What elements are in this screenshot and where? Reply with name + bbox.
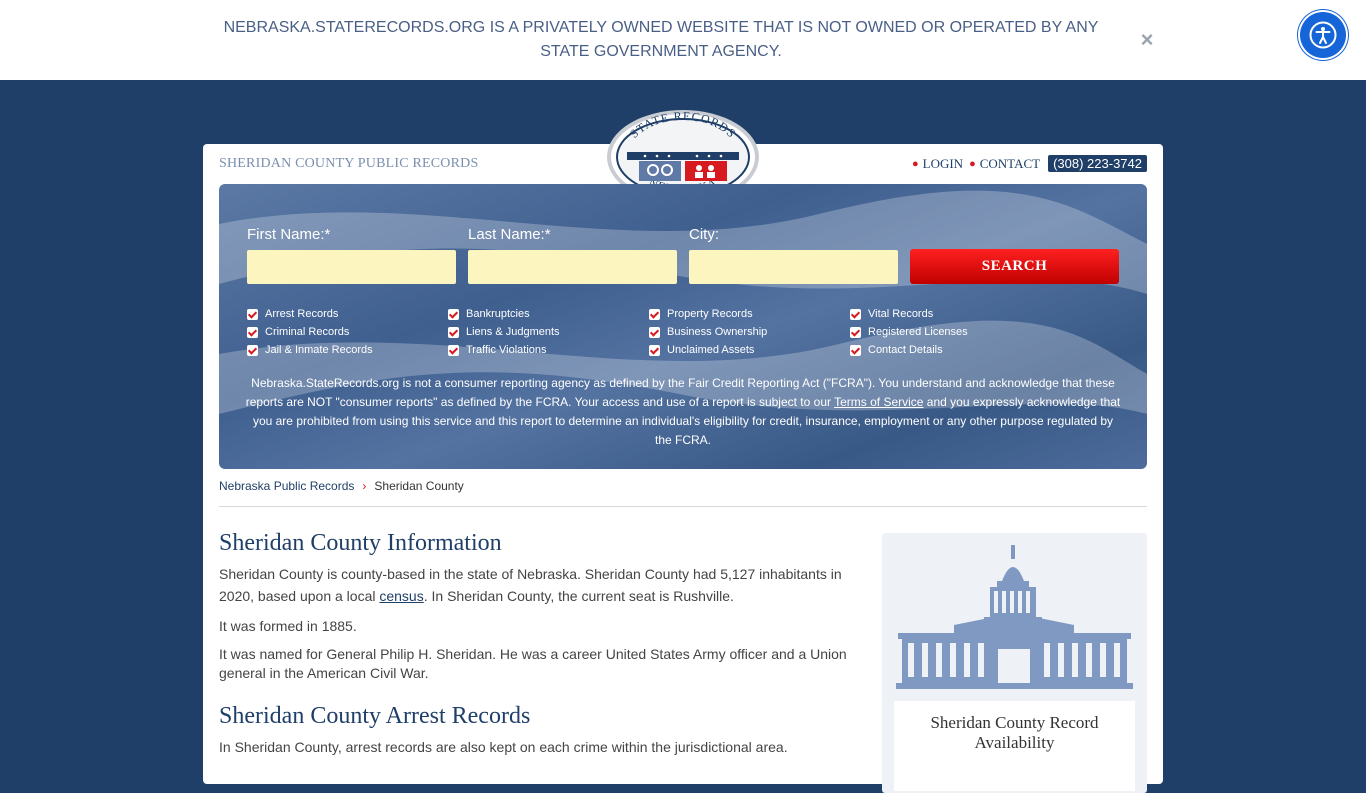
- breadcrumb-home-link[interactable]: Nebraska Public Records: [219, 479, 355, 493]
- breadcrumb-current: Sheridan County: [374, 479, 464, 493]
- county-formed-paragraph: It was formed in 1885.: [219, 618, 357, 634]
- city-label: City:: [689, 226, 719, 243]
- paragraph-text: Sheridan County is county-based in the state of Nebraska. Sheridan County had 5,127 inhabitants in 2020, based upon a local: [219, 566, 842, 604]
- checkbox-icon[interactable]: [649, 327, 660, 338]
- checkbox-label: Unclaimed Assets: [667, 344, 755, 356]
- arrest-records-paragraph: In Sheridan County, arrest records are also kept on each crime within the jurisdictional area.: [219, 739, 788, 755]
- checkbox-label: Contact Details: [868, 344, 943, 356]
- county-info-paragraph: [219, 563, 859, 607]
- checkbox-icon[interactable]: [448, 309, 459, 320]
- disclaimer-text: Nebraska.StateRecords.org is not a consumer reporting agency as defined by the Fair Credit Reporting Act ("FCRA"). You understand and acknowledge that these reports are NOT "consumer reports" as defined by the FCRA. Your access and use of a report is subject to our: [245, 376, 1115, 409]
- checkbox-contact-details[interactable]: [850, 344, 943, 356]
- arrest-records-heading: Sheridan County Arrest Records: [219, 703, 531, 729]
- main-card: [203, 108, 1163, 784]
- login-link[interactable]: LOGIN: [922, 155, 964, 171]
- contact-link[interactable]: CONTACT: [979, 155, 1041, 171]
- search-button[interactable]: SEARCH: [910, 249, 1119, 284]
- checkbox-label: Liens & Judgments: [466, 326, 560, 338]
- checkbox-icon[interactable]: [850, 309, 861, 320]
- checkbox-property-records[interactable]: [649, 308, 753, 320]
- checkbox-label: Traffic Violations: [466, 344, 547, 356]
- city-input[interactable]: [689, 250, 898, 284]
- fcra-disclaimer: [245, 374, 1121, 450]
- checkbox-liens-judgments[interactable]: [448, 326, 560, 338]
- sidebar-panel: [882, 533, 1147, 793]
- checkbox-icon[interactable]: [649, 345, 660, 356]
- phone-number[interactable]: (308) 223-3742: [1048, 155, 1147, 172]
- census-link[interactable]: census: [379, 588, 424, 604]
- record-availability-title: Sheridan County Record Availability: [930, 713, 1099, 752]
- breadcrumb: [219, 479, 464, 493]
- checkbox-label: Registered Licenses: [868, 326, 968, 338]
- checkbox-jail-inmate-records[interactable]: [247, 344, 373, 356]
- county-information-heading: Sheridan County Information: [219, 530, 502, 556]
- first-name-label: First Name:*: [247, 226, 331, 243]
- checkbox-icon[interactable]: [850, 327, 861, 338]
- checkbox-arrest-records[interactable]: [247, 308, 338, 320]
- capitol-building-icon: [894, 543, 1135, 693]
- chevron-right-icon: ›: [362, 479, 367, 493]
- divider: [219, 506, 1147, 507]
- checkbox-criminal-records[interactable]: [247, 326, 349, 338]
- header-links: [906, 155, 1147, 172]
- checkbox-traffic-violations[interactable]: [448, 344, 547, 356]
- last-name-label: Last Name:*: [468, 226, 551, 243]
- checkbox-label: Criminal Records: [265, 326, 350, 338]
- checkbox-label: Bankruptcies: [466, 308, 530, 320]
- notice-text: NEBRASKA.STATERECORDS.ORG IS A PRIVATELY OWNED WEBSITE THAT IS NOT OWNED OR OPERATED BY ANY STATE GOVERNMENT AGENCY.: [223, 19, 1099, 60]
- main-content: [219, 530, 859, 766]
- checkbox-bankruptcies[interactable]: [448, 308, 530, 320]
- record-availability-box: [894, 701, 1135, 791]
- county-named-paragraph: It was named for General Philip H. Sheridan. He was a career United States Army officer and a Union general in the American Civil War.: [219, 646, 847, 681]
- terms-of-service-link[interactable]: Terms of Service: [834, 395, 924, 409]
- checkbox-icon[interactable]: [247, 345, 258, 356]
- checkbox-business-ownership[interactable]: [649, 326, 767, 338]
- bullet-icon: ●: [911, 157, 919, 170]
- checkbox-vital-records[interactable]: [850, 308, 933, 320]
- disclaimer-text: and you expressly acknowledge that you are prohibited from using this service and this report to determine an individual's eligibility for credit, insurance, employment or any other purpose regulated by the FCRA.: [252, 395, 1121, 447]
- checkbox-unclaimed-assets[interactable]: [649, 344, 754, 356]
- checkbox-icon[interactable]: [649, 309, 660, 320]
- accessibility-icon[interactable]: [1300, 12, 1346, 58]
- checkbox-icon[interactable]: [448, 327, 459, 338]
- checkbox-label: Jail & Inmate Records: [265, 344, 373, 356]
- checkbox-label: Business Ownership: [667, 326, 768, 338]
- notice-bar: [0, 0, 1366, 80]
- search-panel: [219, 184, 1147, 469]
- checkbox-icon[interactable]: [247, 327, 258, 338]
- bullet-icon: ●: [969, 157, 976, 170]
- checkbox-label: Property Records: [667, 308, 753, 320]
- checkbox-registered-licenses[interactable]: [850, 326, 968, 338]
- logo-top-text: STATE RECORDS: [626, 108, 740, 141]
- checkbox-label: Vital Records: [868, 308, 934, 320]
- checkbox-icon[interactable]: [448, 345, 459, 356]
- paragraph-text: . In Sheridan County, the current seat is Rushville.: [423, 588, 734, 604]
- last-name-input[interactable]: [468, 250, 677, 284]
- checkbox-label: Arrest Records: [265, 308, 339, 320]
- checkbox-icon[interactable]: [850, 345, 861, 356]
- close-icon[interactable]: ×: [1140, 27, 1154, 52]
- first-name-input[interactable]: [247, 250, 456, 284]
- county-records-label: SHERIDAN COUNTY PUBLIC RECORDS: [219, 156, 479, 171]
- checkbox-icon[interactable]: [247, 309, 258, 320]
